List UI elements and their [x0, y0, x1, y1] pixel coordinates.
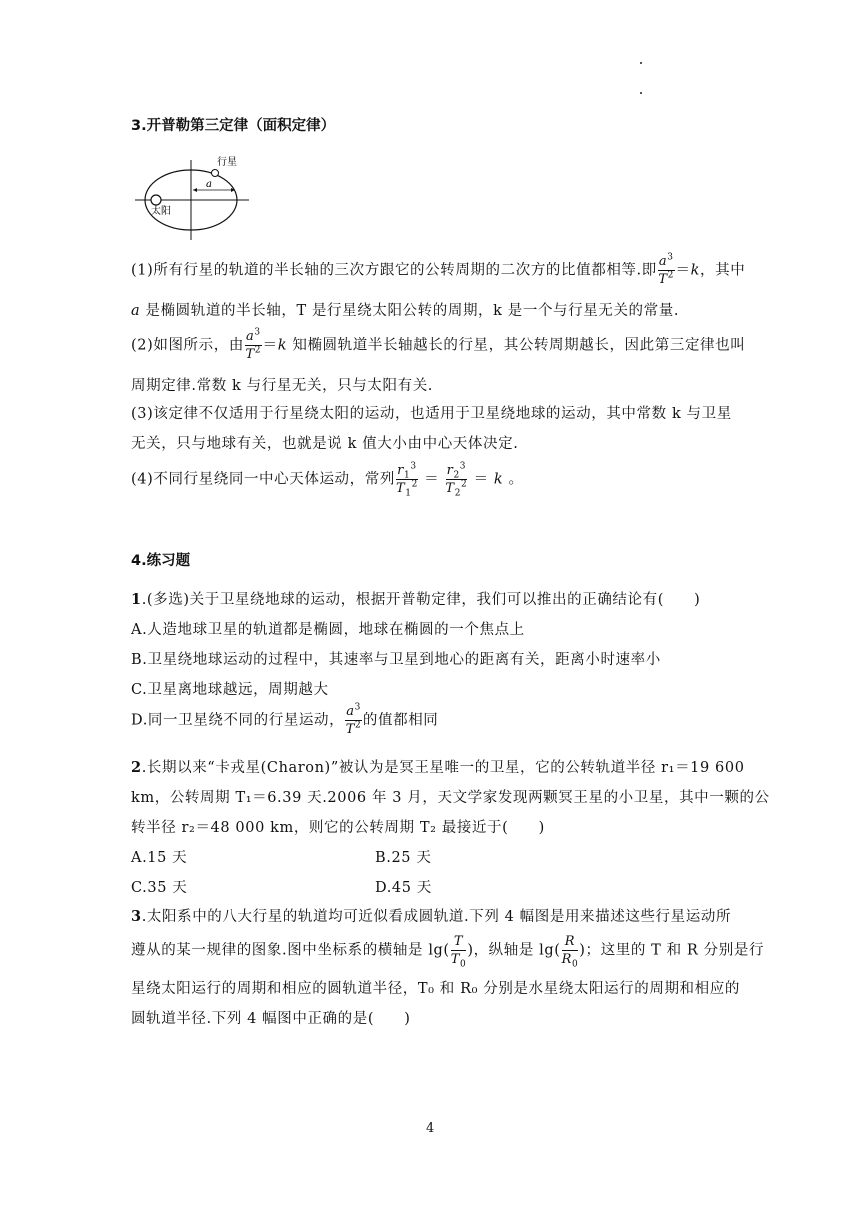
question-2-option-a: A.15 天	[131, 850, 188, 866]
sun-circle	[151, 195, 161, 205]
question-2-option-d: D.45 天	[375, 880, 432, 896]
question-3-line-2: 遵从的某一规律的图象.图中坐标系的横轴是 lg( $\frac{T}{T_0}$ )，纵轴是 lg( $\frac{R}{R_0}$ )；这里的 T 和 R 分别是行	[131, 934, 765, 970]
question-3-line-4: 圆轨道半径.下列 4 幅图中正确的是( )	[131, 1011, 411, 1027]
corner-mark	[640, 62, 642, 64]
question-1-option-a: A.人造地球卫星的轨道都是椭圆，地球在椭圆的一个焦点上	[131, 622, 525, 638]
fraction-t-over-t0: $\frac{T}{T_0}$	[450, 934, 467, 970]
question-3-line-3: 星绕太阳运行的周期和相应的圆轨道半径，T₀ 和 R₀ 分别是水星绕太阳运行的周期和相应的	[131, 981, 740, 997]
question-2-option-b: B.25 天	[375, 850, 432, 866]
paragraph-3-line-2: 无关，只与地球有关，也就是说 k 值大小由中心天体决定.	[131, 436, 519, 452]
question-1-option-b: B.卫星绕地球运动的过程中，其速率与卫星到地心的距离有关，距离小时速率小	[131, 652, 661, 668]
question-2-line-3: 转半径 r₂＝48 000 km，则它的公转周期 T₂ 最接近于( )	[131, 820, 545, 836]
page-number: 4	[426, 1121, 435, 1136]
planet-circle	[212, 170, 219, 177]
fraction-r2-over-t2: $\frac{r_2^3}{T_2^2}$	[445, 461, 468, 499]
paragraph-1-line-2: a 是椭圆轨道的半长轴，T 是行星绕太阳公转的周期，k 是一个与行星无关的常量.	[131, 303, 680, 319]
question-2-option-c: C.35 天	[131, 880, 188, 896]
fraction-a3-over-t2: $\frac{a^3}{T^2}$	[245, 327, 262, 362]
paragraph-3-line-1: (3)该定律不仅适用于行星绕太阳的运动，也适用于卫星绕地球的运动，其中常数 k 与卫星	[131, 406, 732, 422]
a-label: a	[206, 179, 212, 190]
section-heading: 4.练习题	[131, 553, 191, 569]
question-1-option-d: D.同一卫星绕不同的行星运动， $\frac{a^3}{T^2}$ 的值都相同	[131, 702, 439, 737]
fraction-r1-over-t1: $\frac{r_1^3}{T_1^2}$	[395, 461, 418, 499]
paragraph-2-line-2: 周期定律.常数 k 与行星无关，只与太阳有关.	[131, 378, 434, 394]
fraction-a3-over-t2: $\frac{a^3}{T^2}$	[345, 702, 362, 737]
question-2-line-2: km，公转周期 T₁＝6.39 天.2006 年 3 月，天文学家发现两颗冥王星的小卫星，其中一颗的公	[131, 790, 770, 806]
section-heading: 3.开普勒第三定律（面积定律）	[131, 118, 336, 134]
fraction-r-over-r0: $\frac{R}{R_0}$	[561, 934, 579, 970]
question-1-stem: 1.(多选)关于卫星绕地球的运动，根据开普勒定律，我们可以推出的正确结论有( )	[131, 591, 701, 608]
question-1-option-c: C.卫星离地球越远，周期越大	[131, 682, 329, 698]
paragraph-1-line-1: (1)所有行星的轨道的半长轴的三次方跟它的公转周期的二次方的比值都相等.即 $\frac{a^3}{T^2}$ ＝k，其中	[131, 252, 746, 287]
paragraph-2-line-1: (2)如图所示，由 $\frac{a^3}{T^2}$ ＝k 知椭圆轨道半长轴越长的行星，其公转周期越长，因此第三定律也叫	[131, 327, 746, 362]
planet-label: 行星	[217, 157, 237, 168]
corner-mark	[640, 92, 642, 94]
question-2-line-1: 2.长期以来“卡戎星(Charon)”被认为是冥王星唯一的卫星，它的公转轨道半径 r₁＝19 600	[131, 759, 745, 776]
fraction-a3-over-t2: $\frac{a^3}{T^2}$	[658, 252, 674, 287]
orbit-diagram	[131, 150, 251, 240]
sun-label: 太阳	[151, 206, 171, 217]
paragraph-4: (4)不同行星绕同一中心天体运动，常列 $\frac{r_1^3}{T_1^2}$ ＝ $\frac{r_2^3}{T_2^2}$ ＝ k 。	[131, 461, 524, 499]
question-3-line-1: 3.太阳系中的八大行星的轨道均可近似看成圆轨道.下列 4 幅图是用来描述这些行星运动所	[131, 908, 732, 925]
